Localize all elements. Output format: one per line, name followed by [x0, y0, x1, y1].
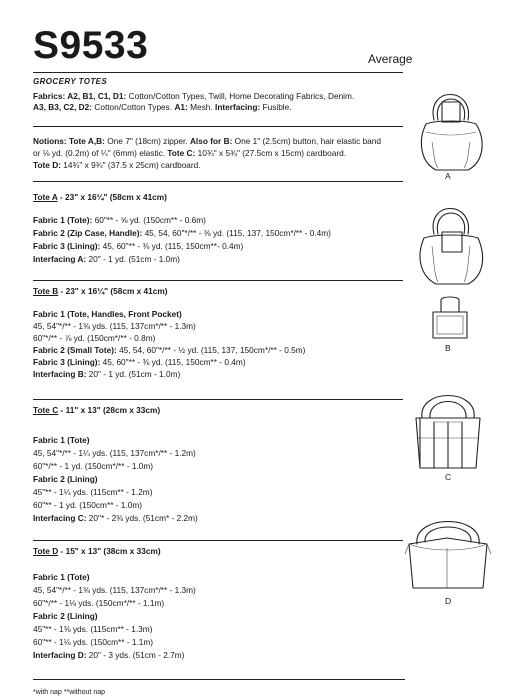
- fabrics-line-1: [33, 91, 354, 102]
- line-text: 45, 60"** - ⅜ yd. (115, 150cm**- 0.4m): [100, 241, 244, 251]
- notions-text-d: 14¾" x 9¾" (37.5 x 25cm) cardboard.: [60, 160, 201, 170]
- line-text: 45, 54"*/** - 1¼ yds. (115, 137cm*/** - 1.2m): [33, 448, 196, 458]
- notions-label: Notions: Tote A,B:: [33, 136, 105, 146]
- line-text: 60"** - 1 yd. (150cm** - 1.0m): [33, 500, 143, 510]
- line-text: 20" - 3 yds. (51cm - 2.7m): [86, 650, 185, 660]
- tote-c-line: [33, 513, 198, 524]
- fabrics-label: Fabrics: A2, B1, C1, D1:: [33, 91, 127, 101]
- divider: [33, 181, 403, 182]
- notions-label-b: Also for B:: [189, 136, 233, 146]
- line-label: Fabric 2 (Lining): [33, 474, 98, 484]
- line-label: Fabric 3 (Lining):: [33, 241, 101, 251]
- divider: [33, 280, 403, 281]
- view-label-b: B: [445, 343, 451, 353]
- line-label: Fabric 1 (Tote):: [33, 215, 93, 225]
- divider: [33, 679, 405, 680]
- fabrics-text-2: Cotton/Cotton Types.: [92, 102, 175, 112]
- notions-line-1: [33, 136, 381, 147]
- line-label: Interfacing B:: [33, 369, 87, 379]
- fabrics-label-2: A3, B3, C2, D2:: [33, 102, 93, 112]
- line-text: 45, 54"*/** - 1⅜ yds. (115, 137cm*/** - 1.3m): [33, 321, 196, 331]
- view-a-illustration: [412, 80, 490, 172]
- section-title: GROCERY TOTES: [33, 77, 108, 86]
- line-text: 45, 60"** - ⅜ yd. (115, 150cm** - 0.4m): [100, 357, 246, 367]
- divider: [33, 540, 403, 541]
- tote-a-line: [33, 254, 180, 265]
- tote-b-line: [33, 333, 155, 344]
- tote-d-line: [33, 572, 90, 583]
- tote-d-line: [33, 585, 196, 596]
- tote-a-heading: [33, 192, 167, 203]
- line-label: Fabric 2 (Lining): [33, 611, 98, 621]
- notions-line-2: [33, 148, 346, 159]
- tote-c-line: [33, 487, 152, 498]
- line-text: 20" - 1 yd. (51cm - 1.0m): [86, 254, 180, 264]
- line-text: 60"*/** - 1 yd. (150cm*/** - 1.0m): [33, 461, 154, 471]
- tote-d-line: [33, 611, 98, 622]
- notions-text-c: 10¾" x 5¾" (27.5cm x 15cm) cardboard.: [195, 148, 347, 158]
- tote-a-size: - 23" x 16¼" (58cm x 41cm): [57, 192, 167, 202]
- notions-label-c: Tote C:: [167, 148, 196, 158]
- fabrics-text-3: Mesh.: [187, 102, 216, 112]
- tote-d-line: [33, 650, 184, 661]
- tote-b-heading: [33, 286, 168, 297]
- tote-a-line: [33, 228, 331, 239]
- tote-b-line: [33, 309, 182, 320]
- view-d-illustration: [403, 508, 493, 592]
- line-text: 45"** - 1¼ yds. (115cm** - 1.2m): [33, 487, 153, 497]
- divider: [33, 72, 403, 73]
- line-text: 60"*/** - 1⅛ yds. (150cm*/** - 1.1m): [33, 598, 165, 608]
- line-label: Interfacing A:: [33, 254, 87, 264]
- line-label: Fabric 3 (Lining):: [33, 357, 101, 367]
- fabrics-label-3: A1:: [174, 102, 188, 112]
- line-text: 45"** - 1⅜ yds. (115cm** - 1.3m): [33, 624, 153, 634]
- notions-text: One 7" (18cm) zipper.: [104, 136, 190, 146]
- tote-b-line: [33, 357, 246, 368]
- fabrics-text-4: Fusible.: [260, 102, 292, 112]
- line-label: Interfacing C:: [33, 513, 87, 523]
- tote-b-name: Tote B: [33, 286, 59, 296]
- tote-b-line: [33, 369, 180, 380]
- divider: [33, 126, 403, 127]
- tote-c-size: - 11" x 13" (28cm x 33cm): [58, 405, 161, 415]
- tote-b-line: [33, 321, 196, 332]
- tote-c-line: [33, 474, 98, 485]
- line-label: Fabric 1 (Tote): [33, 435, 90, 445]
- footnote: *with nap **without nap: [33, 689, 105, 696]
- line-text: 45, 54, 60"*/** - ⅜ yd. (115, 137, 150cm*/** - 0.4m): [142, 228, 331, 238]
- tote-d-line: [33, 624, 152, 635]
- tote-c-heading: [33, 405, 160, 416]
- line-text: 20"* - 2⅜ yds. (51cm* - 2.2m): [86, 513, 198, 523]
- tote-d-heading: [33, 546, 161, 557]
- tote-c-line: [33, 435, 90, 446]
- tote-d-name: Tote D: [33, 546, 59, 556]
- line-text: 45, 54, 60"*/** - ½ yd. (115, 137, 150cm*/** - 0.5m): [116, 345, 306, 355]
- tote-a-line: [33, 215, 206, 226]
- notions-label-d: Tote D:: [33, 160, 61, 170]
- line-text: 60"*/** - ⅞ yd. (150cm*/** - 0.8m): [33, 333, 156, 343]
- notions-text-b: One 1" (2.5cm) button, hair elastic band: [232, 136, 382, 146]
- view-a2-illustration: [412, 196, 490, 286]
- tote-c-line: [33, 461, 153, 472]
- fabrics-label-4: Interfacing:: [215, 102, 261, 112]
- view-label-c: C: [445, 472, 452, 482]
- line-label: Fabric 1 (Tote): [33, 572, 90, 582]
- view-c-illustration: [410, 378, 486, 470]
- fabrics-text: Cotton/Cotton Types, Twill, Home Decorating Fabrics, Denim.: [126, 91, 355, 101]
- divider: [33, 399, 403, 400]
- notions-text-2: or ⅛ yd. (0.2m) of ¼" (6mm) elastic.: [33, 148, 168, 158]
- tote-a-name: Tote A: [33, 192, 58, 202]
- view-label-d: D: [445, 596, 452, 606]
- tote-d-line: [33, 598, 164, 609]
- view-label-a: A: [445, 171, 451, 181]
- pattern-number: S9533: [33, 24, 149, 67]
- tote-a-line: [33, 241, 243, 252]
- size-range: Average: [368, 52, 413, 66]
- tote-c-name: Tote C: [33, 405, 59, 415]
- line-label: Fabric 2 (Small Tote):: [33, 345, 117, 355]
- notions-line-3: [33, 160, 201, 171]
- line-label: Fabric 1 (Tote, Handles, Front Pocket): [33, 309, 182, 319]
- line-text: 60"** - 1⅛ yds. (150cm** - 1.1m): [33, 637, 154, 647]
- tote-d-line: [33, 637, 153, 648]
- fabrics-line-2: [33, 102, 292, 113]
- line-label: Fabric 2 (Zip Case, Handle):: [33, 228, 143, 238]
- tote-b-line: [33, 345, 305, 356]
- tote-c-line: [33, 448, 196, 459]
- view-b-illustration: [425, 294, 475, 342]
- line-label: Interfacing D:: [33, 650, 87, 660]
- tote-c-line: [33, 500, 142, 511]
- line-text: 60"** - ⅝ yd. (150cm** - 0.6m): [92, 215, 206, 225]
- line-text: 45, 54"*/** - 1⅜ yds. (115, 137cm*/** - 1.3m): [33, 585, 196, 595]
- tote-d-size: - 15" x 13" (38cm x 33cm): [58, 546, 161, 556]
- tote-b-size: - 23" x 16¼" (58cm x 41cm): [58, 286, 168, 296]
- line-text: 20" - 1 yd. (51cm - 1.0m): [86, 369, 181, 379]
